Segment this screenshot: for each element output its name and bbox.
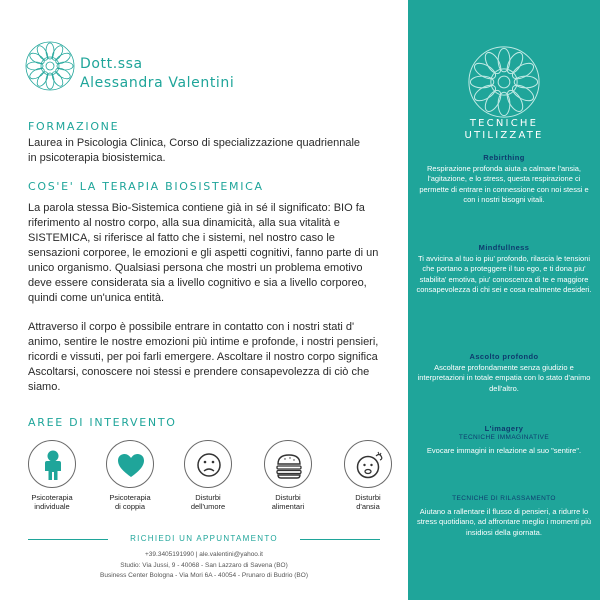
technique-text: Respirazione profonda aiuta a calmare l'ansia, l'agitazione, e lo stress, questa respirazione ci permette di entrare in connessione con noi stessi e con i nostri bisogni vitali. (419, 164, 589, 205)
doctor-name (80, 55, 234, 93)
area-item-coppia (100, 440, 160, 511)
formazione-heading: FORMAZIONE (28, 120, 120, 133)
terapia-paragraph-2: Attraverso il corpo è possibile entrare in contatto con i nostri stati d' animo, sentire le nostre emozioni più intime e profonde, i nostri pensieri, ricordi e vissuti, per poi farli emergere. Ascoltare il nostro corpo significa Ascoltarsi, conoscere noi stessi e prendere consapevolezza di ciò che siamo. (28, 321, 379, 393)
person-icon (29, 441, 77, 489)
aree-heading: AREE DI INTERVENTO (28, 416, 177, 429)
sidebar-title-line2: UTILIZZATE (464, 130, 544, 141)
area-label-4b: alimentari (271, 502, 305, 511)
sidebar-title-line1: TECNICHE (469, 118, 539, 129)
sidebar-title (408, 118, 600, 142)
technique-text: Evocare immagini in relazione al suo "sentire". (426, 446, 582, 455)
anxious-face-icon (345, 441, 393, 489)
area-item-umore (178, 440, 238, 511)
technique-text: Ascoltare profondamente senza giudizio e interpretazioni in totale empatia con lo stato d'animo dell'altro. (417, 363, 591, 393)
name-title: Dott.ssa (80, 56, 143, 72)
appointment-link[interactable]: RICHIEDI UN APPUNTAMENTO (130, 534, 278, 543)
area-label-5a: Disturbi (355, 493, 381, 502)
area-item-alimentari (258, 440, 318, 511)
area-label-3a: Disturbi (195, 493, 221, 502)
technique-rebirthing (416, 153, 592, 206)
area-label-2b: di coppia (114, 502, 146, 511)
area-label-3b: dell'umore (190, 502, 226, 511)
terapia-heading: COS'E' LA TERAPIA BIOSISTEMICA (28, 180, 264, 193)
area-item-ansia (338, 440, 398, 511)
area-label-5b: d'ansia (356, 502, 380, 511)
heart-icon (107, 441, 155, 489)
aree-icon-row (22, 440, 402, 520)
technique-rilassamento (416, 494, 592, 538)
mandala-logo-icon (24, 40, 76, 92)
technique-ascolto (416, 352, 592, 394)
mandala-sidebar-icon (466, 44, 542, 120)
area-label-1a: Psicoterapia (31, 493, 73, 502)
contact-business-address: Business Center Bologna - Via Mori 6A - 40054 - Prunaro di Budrio (BO) (100, 572, 308, 579)
technique-text: Ti avvicina al tuo io piu' profondo, rilascia le tensioni che portano a proteggere il tuo ego, e ti dona piu' stabilita' emotiva, piu' conoscenza di te e maggiore consapevolezza di chi sei e cosa realmente desideri. (416, 254, 592, 295)
technique-subtitle: TECNICHE DI RILASSAMENTO (452, 495, 556, 502)
area-label-2a: Psicoterapia (109, 493, 151, 502)
formazione-text: Laurea in Psicologia Clinica, Corso di specializzazione quadriennale in psicoterapia biosistemica. (28, 137, 361, 164)
technique-title: L'imagery (484, 424, 524, 433)
technique-text: Aiutano a rallentare il flusso di pensieri, a ridurre lo stress quotidiano, ad affrontare meglio i momenti più insidiosi della giornata. (416, 507, 592, 537)
contact-studio-address: Studio: Via Jussi, 9 - 40068 - San Lazzaro di Savena (BO) (120, 562, 288, 569)
sad-face-icon (185, 441, 233, 489)
name-full: Alessandra Valentini (80, 75, 235, 91)
technique-title: Mindfullness (478, 243, 530, 252)
area-label-4a: Disturbi (275, 493, 301, 502)
technique-title: Ascolto profondo (469, 352, 539, 361)
terapia-paragraph-1: La parola stessa Bio-Sistemica contiene già in sé il significato: BIO fa riferimento al nostro corpo, alla sua dinamicità, alla sua vitalità e SISTEMICA, si riferisce al fatto che i sistemi, nel nostro caso le sensazioni corporee, le emozioni e gli aspetti cognitivi, fanno parte di un unico organismo. Qualsiasi persona che mostri un problema emotivo deve essere considerata sia a livello cognitivo e sia a livello corporeo, quindi come un'unica entità. (28, 202, 379, 304)
sidebar-techniques (408, 0, 600, 600)
technique-mindfullness (416, 243, 592, 296)
area-item-individuale (22, 440, 82, 511)
contact-phone-email[interactable]: +39.3405191990 | ale.valentini@yahoo.it (145, 551, 263, 558)
burger-icon (265, 441, 313, 489)
technique-subtitle: TECNICHE IMMAGINATIVE (458, 434, 550, 441)
technique-imagery (416, 424, 592, 456)
area-label-1b: individuale (34, 502, 70, 511)
technique-title: Rebirthing (483, 153, 525, 162)
